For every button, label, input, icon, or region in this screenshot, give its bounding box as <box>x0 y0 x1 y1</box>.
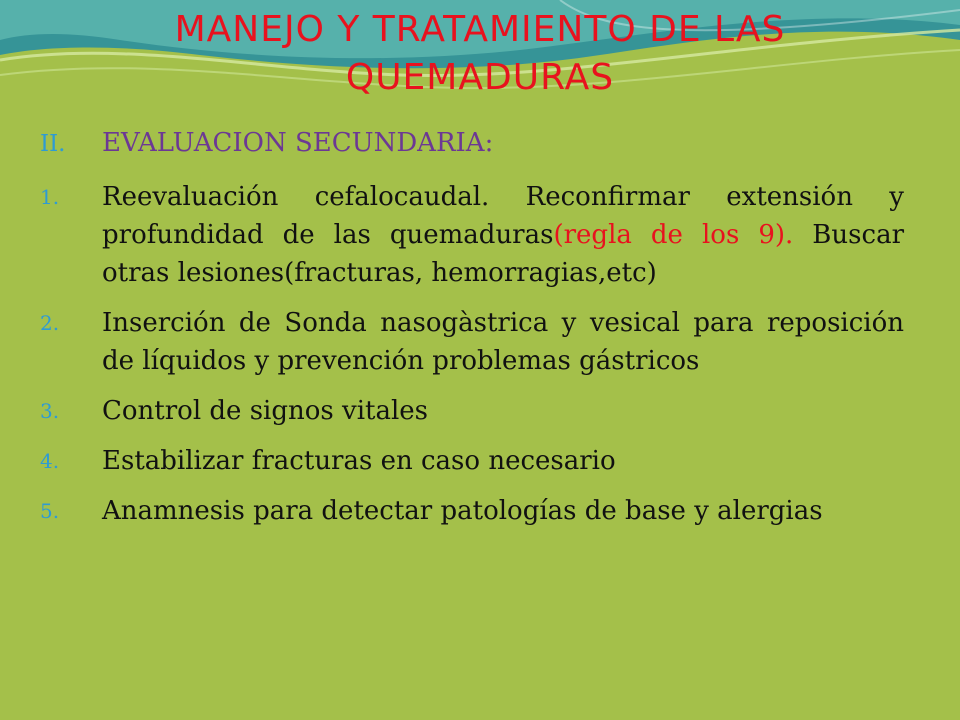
item-text: Inserción de Sonda nasogàstrica y vesical para reposición de líquidos y prevención problemas gástricos <box>102 308 904 376</box>
item-text: Estabilizar fracturas en caso necesario <box>102 446 616 476</box>
page-title: MANEJO Y TRATAMIENTO DE LAS QUEMADURAS <box>174 9 786 98</box>
steps-list <box>40 178 904 542</box>
item-number: 1. <box>40 185 60 209</box>
list-item <box>40 178 904 292</box>
item-number: 5. <box>40 499 60 523</box>
item-text-highlight: (regla de los 9). <box>553 220 794 250</box>
item-number: 3. <box>40 399 60 423</box>
section-label: EVALUACION SECUNDARIA: <box>102 128 494 158</box>
item-number: 2. <box>40 311 60 335</box>
item-text: Control de signos vitales <box>102 396 429 426</box>
item-text <box>102 178 904 292</box>
list-item <box>40 442 904 480</box>
section-number: II. <box>40 131 66 157</box>
item-text-part: Buscar otras lesiones(fracturas, hemorragias,etc) <box>102 220 904 288</box>
list-item <box>40 492 904 530</box>
list-item <box>40 392 904 430</box>
section-heading <box>40 128 493 158</box>
item-text-part: Reevaluación cefalocaudal. Reconfirmar extensión y profundidad de las quemaduras <box>102 182 904 250</box>
list-item <box>40 304 904 380</box>
item-number: 4. <box>40 449 60 473</box>
item-text: Anamnesis para detectar patologías de base y alergias <box>102 496 823 526</box>
